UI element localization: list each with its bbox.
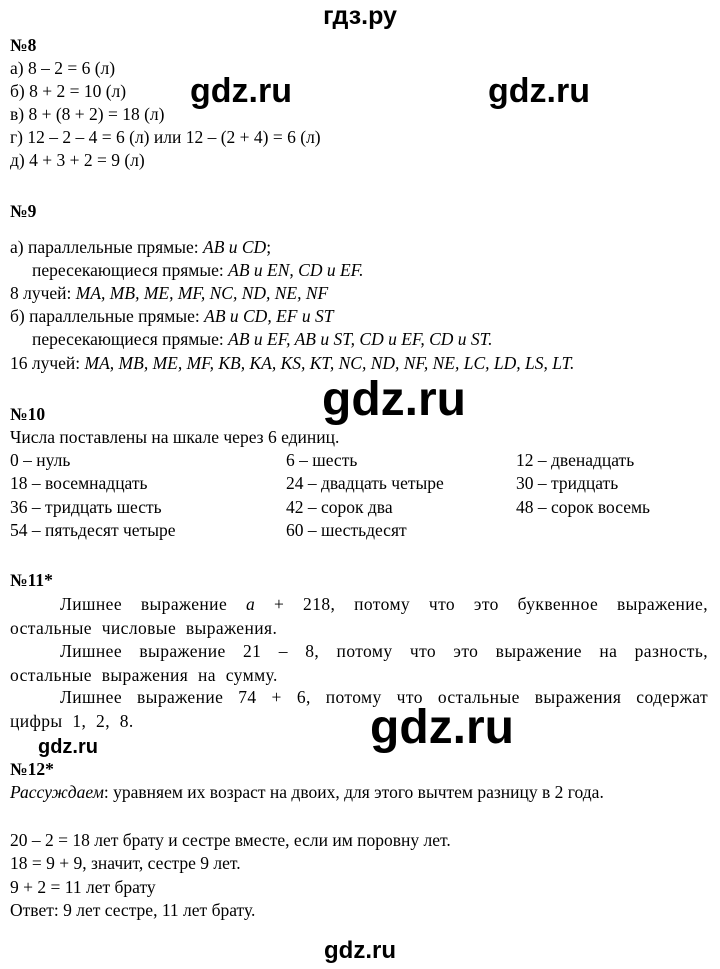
task11-title: №11*: [10, 570, 53, 590]
task10-cell: 48 – сорок восемь: [516, 497, 651, 517]
task9-b-cross: пересекающиеся прямые: AB и EF, AB и ST, CD и EF, CD и ST.: [32, 329, 493, 349]
task10-cell: 24 – двадцать четыре: [286, 473, 444, 493]
site-header: гдз.ру: [323, 2, 397, 30]
watermark-text: gdz.ru: [322, 373, 466, 426]
task10-cell: 30 – тридцать: [516, 473, 619, 493]
task8-title: №8: [10, 35, 37, 55]
task10-cell: 18 – восемнадцать: [10, 473, 148, 493]
task11-paragraph-2: Лишнее выражение 21 – 8, потому что это выражение на разность, остальные выражения на сумму.: [10, 641, 708, 685]
task9-a-cross: пересекающиеся прямые: AB и EN, CD и EF.: [32, 260, 364, 280]
task10-cell: 60 – шестьдесят: [286, 520, 407, 540]
task12-line-2: 18 = 9 + 9, значит, сестре 9 лет.: [10, 853, 241, 873]
task10-intro: Числа поставлены на шкале через 6 единиц.: [10, 427, 340, 447]
task10-cell: 54 – пятьдесят четыре: [10, 520, 176, 540]
watermark-text: gdz.ru: [190, 72, 292, 110]
task8-line-a: а) 8 – 2 = 6 (л): [10, 58, 116, 78]
task10-cell: 36 – тридцать шесть: [10, 497, 162, 517]
task9-a-parallel: а) параллельные прямые: AB и CD;: [10, 237, 272, 257]
task8-line-c: в) 8 + (8 + 2) = 18 (л): [10, 104, 165, 124]
task10-title: №10: [10, 404, 46, 424]
task12-title: №12*: [10, 759, 54, 779]
task10-cell: 12 – двенадцать: [516, 450, 635, 470]
task9-b-parallel: б) параллельные прямые: AB и CD, EF и ST: [10, 306, 334, 326]
task8-line-e: д) 4 + 3 + 2 = 9 (л): [10, 150, 145, 170]
task9-a-rays: 8 лучей: MA, MB, ME, MF, NC, ND, NE, NF: [10, 283, 329, 303]
task11-paragraph-3: Лишнее выражение 74 + 6, потому что остальные выражения содержат цифры 1, 2, 8.: [10, 687, 708, 731]
task8-line-b: б) 8 + 2 = 10 (л): [10, 81, 127, 101]
watermark-text: gdz.ru: [370, 701, 514, 754]
site-footer: gdz.ru: [324, 937, 396, 964]
task11-paragraph-1: Лишнее выражение a + 218, потому что это буквенное выражение, остальные числовые выражения.: [10, 594, 708, 638]
task9-b-rays: 16 лучей: MA, MB, ME, MF, KB, KA, KS, KT, NC, ND, NF, NE, LC, LD, LS, LT.: [10, 353, 575, 373]
task12-line-4: Ответ: 9 лет сестре, 11 лет брату.: [10, 900, 256, 920]
task10-cell: 42 – сорок два: [286, 497, 393, 517]
task12-line-1: 20 – 2 = 18 лет брату и сестре вместе, если им поровну лет.: [10, 830, 451, 850]
watermark-text: gdz.ru: [38, 736, 98, 758]
task10-cell: 0 – нуль: [10, 450, 71, 470]
task10-cell: 6 – шесть: [286, 450, 358, 470]
task8-line-d: г) 12 – 2 – 4 = 6 (л) или 12 – (2 + 4) = 6 (л): [10, 127, 321, 147]
task12-paragraph-1: Рассуждаем: уравняем их возраст на двоих, для этого вычтем разницу в 2 года.: [10, 782, 604, 802]
task12-line-3: 9 + 2 = 11 лет брату: [10, 877, 156, 897]
watermark-text: gdz.ru: [488, 72, 590, 110]
task9-title: №9: [10, 201, 37, 221]
